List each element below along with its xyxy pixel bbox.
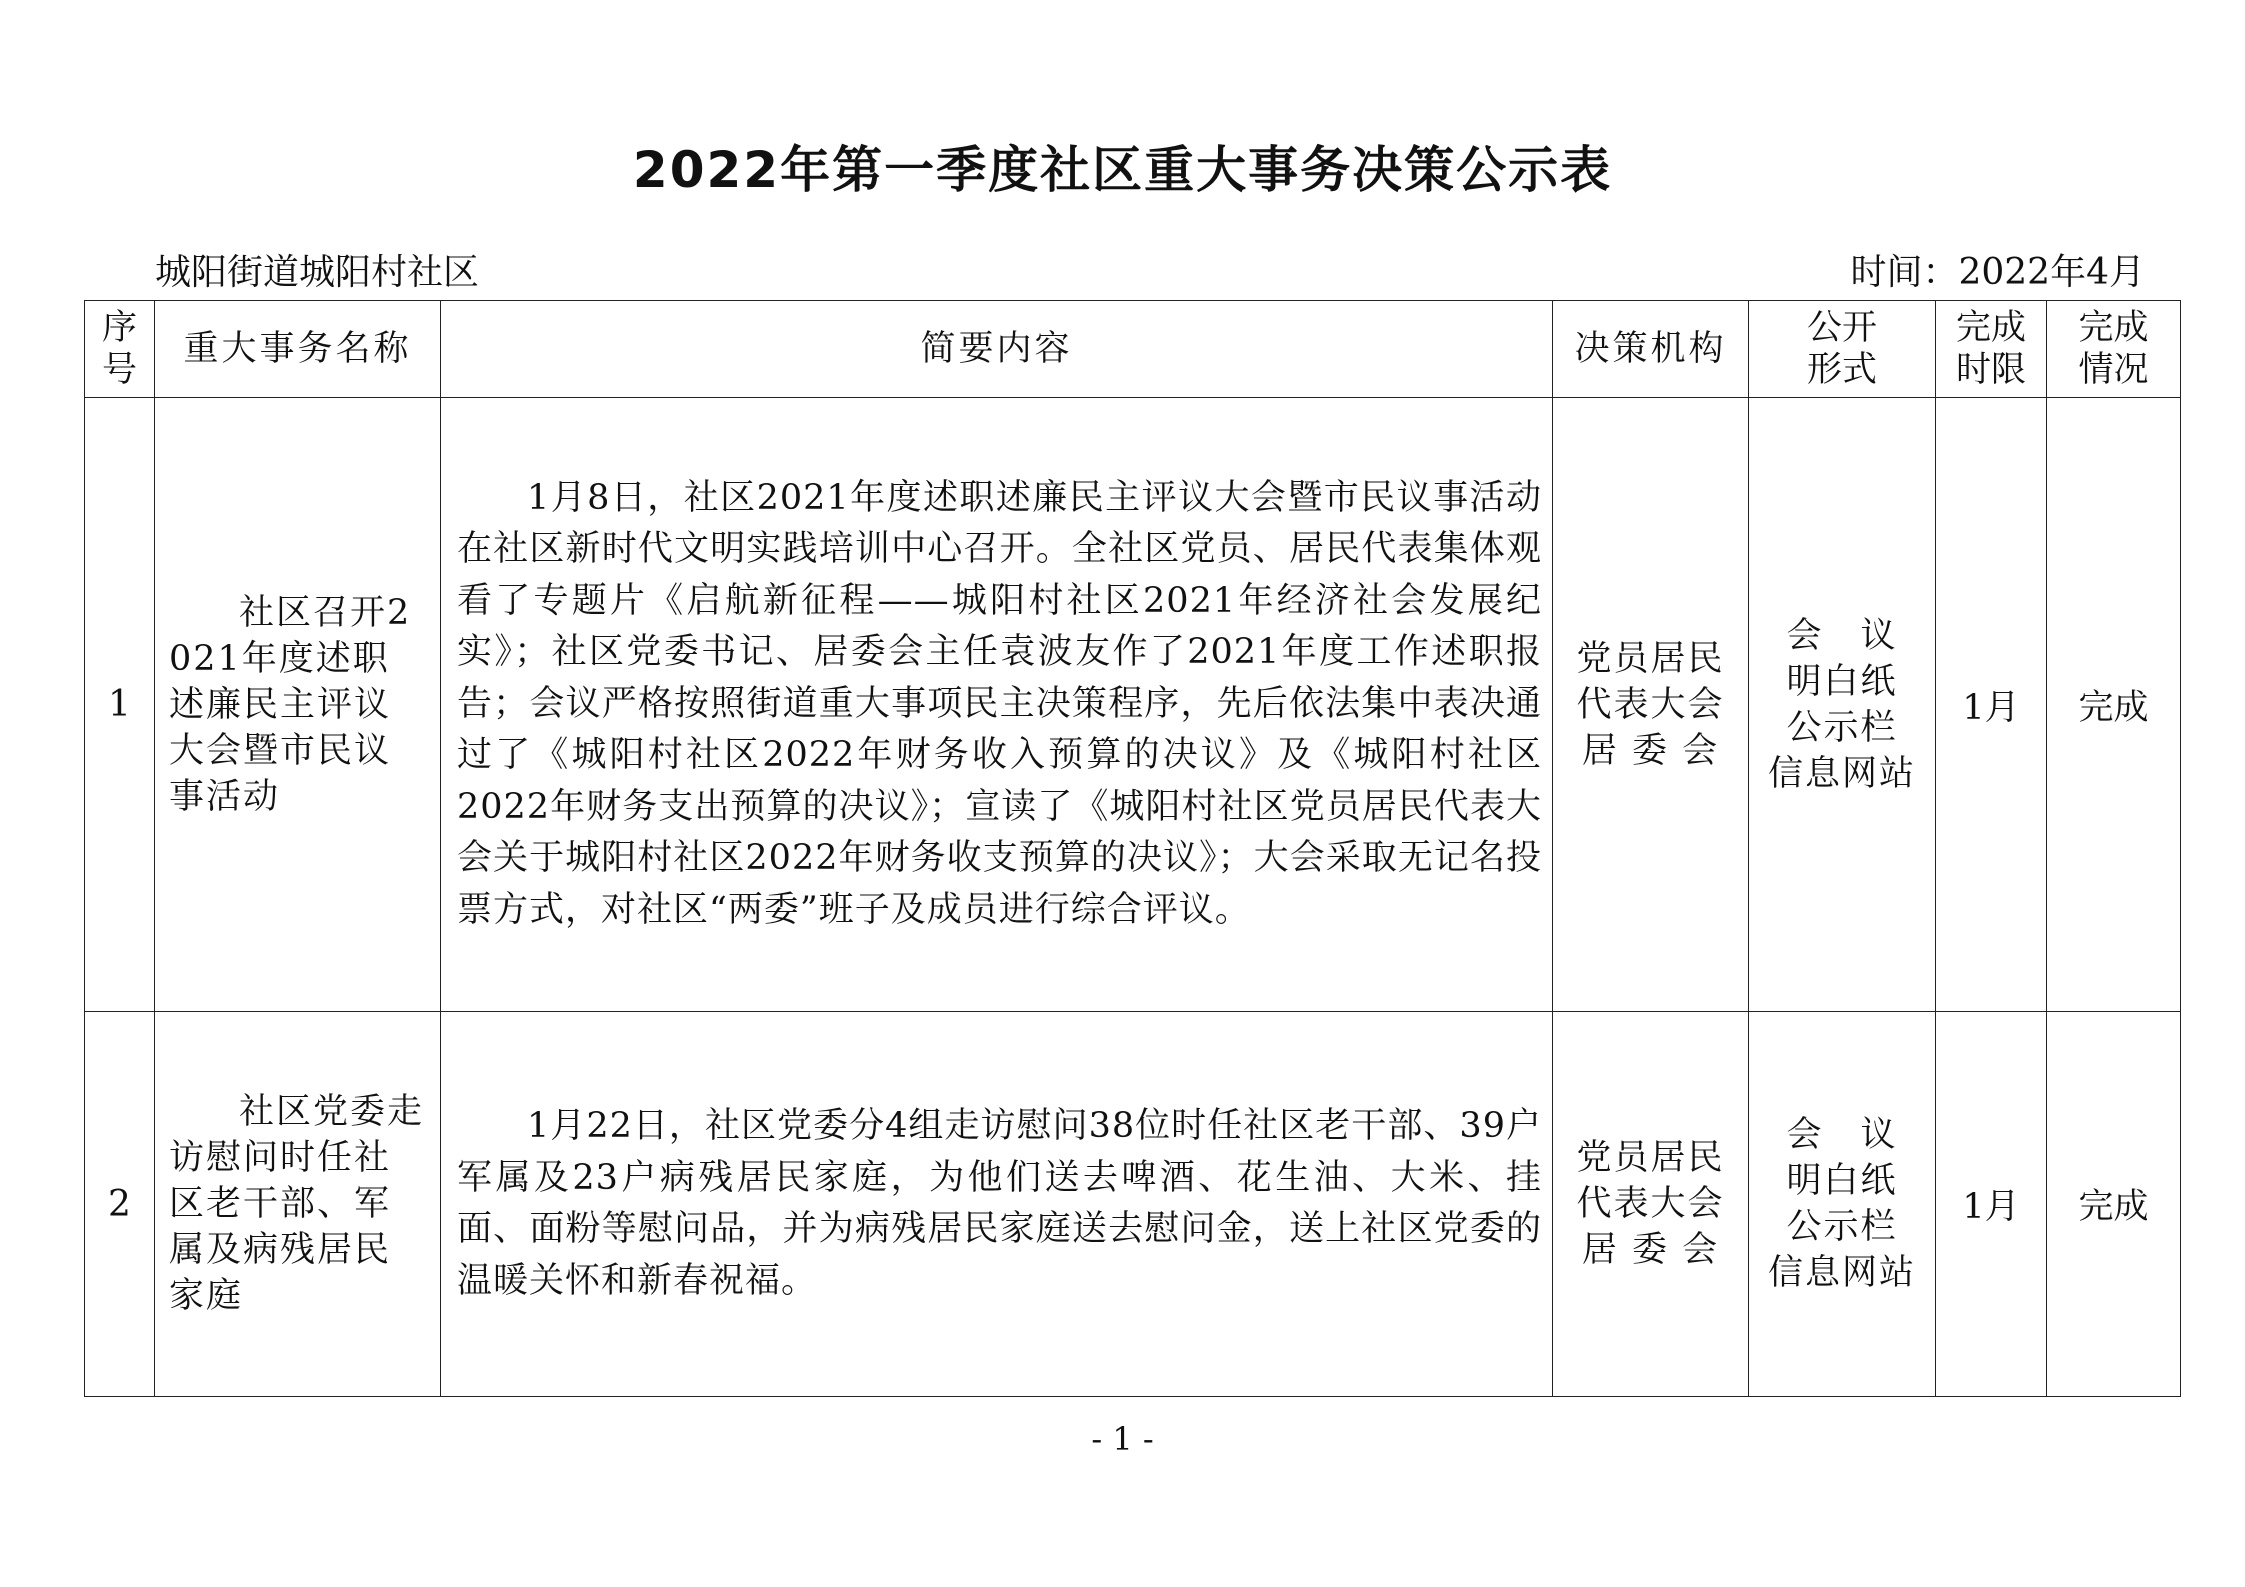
header-content: 简要内容 — [441, 301, 1553, 398]
community-unit: 城阳街道城阳村社区 — [155, 252, 480, 293]
header-name: 重大事务名称 — [155, 301, 441, 398]
page-number: - 1 - — [1091, 1420, 1154, 1458]
header-form: 公开 形式 — [1749, 301, 1936, 398]
row-status: 完成 — [2047, 1012, 2181, 1397]
row-name: 社区召开2021年度述职述廉民主评议大会暨市民议事活动 — [155, 398, 441, 1012]
row-form: 会 议 明白纸 公示栏 信息网站 — [1749, 398, 1936, 1012]
row-seq: 2 — [85, 1012, 155, 1397]
row-status: 完成 — [2047, 398, 2181, 1012]
header-row — [85, 301, 2181, 398]
table-row — [85, 1012, 2181, 1397]
row-org: 党员居民 代表大会 居 委 会 — [1553, 1012, 1749, 1397]
row-deadline: 1月 — [1936, 398, 2047, 1012]
publication-time: 时间：2022年4月 — [1850, 252, 2145, 293]
header-deadline: 完成 时限 — [1936, 301, 2047, 398]
row-content: 1月8日，社区2021年度述职述廉民主评议大会暨市民议事活动在社区新时代文明实践培训中心召开。全社区党员、居民代表集体观看了专题片《启航新征程——城阳村社区2021年经济社会发展纪实》；社区党委书记、居委会主任袁波友作了2021年度工作述职报告；会议严格按照街道重大事项民主决策程序，先后依法集中表决通过了《城阳村社区2022年财务收入预算的决议》及《城阳村社区2022年财务支出预算的决议》；宣读了《城阳村社区党员居民代表大会关于城阳村社区2022年财务收支预算的决议》；大会采取无记名投票方式，对社区“两委”班子及成员进行综合评议。 — [441, 398, 1553, 1012]
row-seq: 1 — [85, 398, 155, 1012]
row-name: 社区党委走访慰问时任社区老干部、军属及病残居民家庭 — [155, 1012, 441, 1397]
header-org: 决策机构 — [1553, 301, 1749, 398]
table-row — [85, 398, 2181, 1012]
decision-table — [84, 300, 2181, 1397]
row-content: 1月22日，社区党委分4组走访慰问38位时任社区老干部、39户军属及23户病残居民家庭，为他们送去啤酒、花生油、大米、挂面、面粉等慰问品，并为病残居民家庭送去慰问金，送上社区党委的温暖关怀和新春祝福。 — [441, 1012, 1553, 1397]
row-form: 会 议 明白纸 公示栏 信息网站 — [1749, 1012, 1936, 1397]
row-deadline: 1月 — [1936, 1012, 2047, 1397]
header-status: 完成 情况 — [2047, 301, 2181, 398]
header-seq: 序 号 — [85, 301, 155, 398]
document-title: 2022年第一季度社区重大事务决策公示表 — [632, 141, 1613, 199]
row-org: 党员居民 代表大会 居 委 会 — [1553, 398, 1749, 1012]
